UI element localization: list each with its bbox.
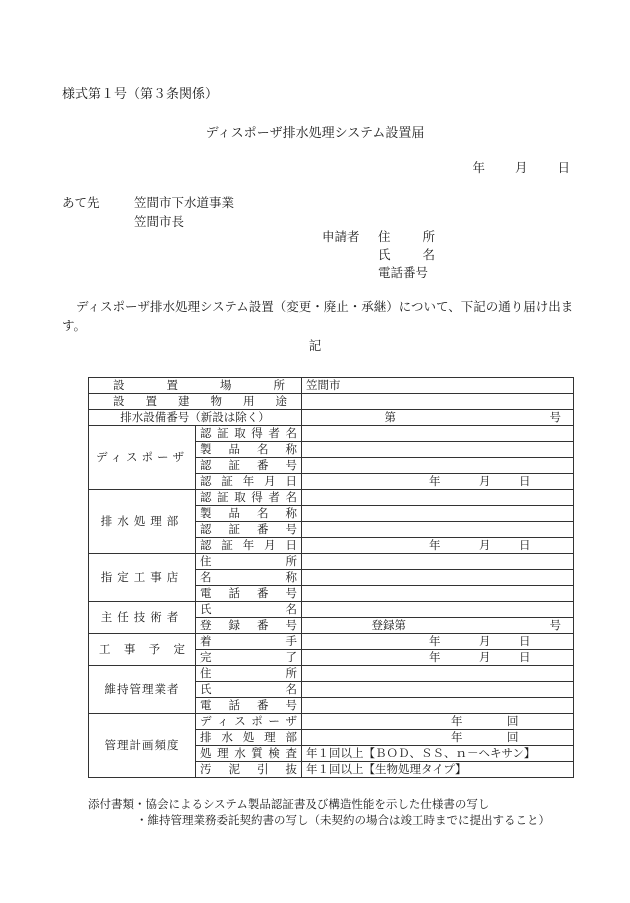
table-row [89, 394, 574, 410]
building-use-value[interactable] [302, 394, 574, 410]
date-day: 日 [557, 160, 570, 175]
treatment-cert-date-value[interactable]: 年 月 日 [302, 538, 574, 554]
applicant-address-b: 所 [422, 229, 435, 244]
applicant-name-b: 名 [422, 247, 435, 262]
plan-disposer-label: デ ィ ス ポ ー ザ [196, 714, 302, 730]
table-row [89, 634, 574, 650]
maintainer-phone-value[interactable] [302, 698, 574, 714]
disposer-cert-date-value[interactable]: 年 月 日 [302, 474, 574, 490]
treatment-cert-holder-value[interactable] [302, 490, 574, 506]
start-label: 着 手 [196, 634, 302, 650]
cert-number-label: 認 証 番 号 [196, 458, 302, 474]
plan-group-label: 管理計画頻度 [89, 714, 196, 778]
plan-sludge-label: 汚 泥 引 抜 [196, 762, 302, 778]
start-date-value[interactable]: 年 月 日 [302, 634, 574, 650]
engineer-name-value[interactable] [302, 602, 574, 618]
applicant-address-a: 住 [378, 229, 391, 244]
table-row [89, 378, 574, 394]
disposer-cert-number-value[interactable] [302, 458, 574, 474]
table-row [89, 490, 574, 506]
date-month: 月 [514, 160, 528, 175]
cert-number-label: 認 証 番 号 [196, 522, 302, 538]
treatment-product-name-value[interactable] [302, 506, 574, 522]
drain-number-dai: 第 [384, 410, 396, 424]
plan-treatment-value[interactable]: 年 回 [302, 730, 574, 746]
person-name-label: 氏 名 [196, 682, 302, 698]
cert-date-label: 認 証 年 月 日 [196, 474, 302, 490]
notification-table [88, 377, 574, 778]
table-row [89, 714, 574, 730]
attachments-line-2: ・維持管理業務委託契約書の写し（未契約の場合は竣工時までに提出すること） [136, 813, 550, 827]
finish-label: 完 了 [196, 650, 302, 666]
cert-holder-label: 認 証 取 得 者 名 [196, 490, 302, 506]
contractor-group-label: 指定工事店 [89, 554, 196, 602]
table-row [89, 426, 574, 442]
plan-quality-value: 年１回以上【ＢＯＤ、ＳＳ、ｎ－ヘキサン】 [302, 746, 574, 762]
drain-number-label: 排水設備番号（新設は除く） [89, 410, 302, 426]
location-label-text: 設 置 場 所 [113, 378, 285, 392]
disposer-product-name-value[interactable] [302, 442, 574, 458]
cert-holder-label: 認 証 取 得 者 名 [196, 426, 302, 442]
engineer-group-label: 主任技術者 [89, 602, 196, 634]
maintainer-address-value[interactable] [302, 666, 574, 682]
form-number: 様式第１号（第３条関係） [62, 87, 219, 102]
plan-quality-label: 処 理 水 質 検 査 [196, 746, 302, 762]
building-use-label [89, 394, 302, 410]
person-name-label: 氏 名 [196, 602, 302, 618]
table-row [89, 602, 574, 618]
applicant-name-label [378, 245, 435, 263]
applicant-phone-label: 電話番号 [378, 265, 429, 280]
applicant-label: 申請者 [322, 229, 360, 244]
intro-paragraph: ディスポーザ排水処理システム設置（変更・廃止・承継）について、下記の通り届け出ます。 [62, 299, 574, 333]
phone-label: 電 話 番 号 [196, 586, 302, 602]
drain-number-go: 号 [549, 410, 561, 424]
finish-date-value[interactable]: 年 月 日 [302, 650, 574, 666]
plan-disposer-value[interactable]: 年 回 [302, 714, 574, 730]
disposer-group-label: ディスポーザ [89, 426, 196, 490]
schedule-group-label: 工 事 予 定 [89, 634, 196, 666]
disposer-cert-holder-value[interactable] [302, 426, 574, 442]
company-name-label: 名 称 [196, 570, 302, 586]
product-name-label: 製 品 名 称 [196, 442, 302, 458]
product-name-label: 製 品 名 称 [196, 506, 302, 522]
cert-date-label: 認 証 年 月 日 [196, 538, 302, 554]
treatment-group-label: 排水処理部 [89, 490, 196, 554]
drain-number-value[interactable] [302, 410, 574, 426]
applicant-address-label [378, 227, 435, 245]
document-title: ディスポーザ排水処理システム設置届 [205, 126, 425, 141]
engineer-reg-number-value[interactable]: 登録第 号 [302, 618, 574, 634]
table-row [89, 666, 574, 682]
contractor-phone-value[interactable] [302, 586, 574, 602]
attachments-line-1: 添付書類・協会によるシステム製品認証書及び構造性能を示した仕様書の写し [88, 797, 490, 811]
date-line [472, 158, 570, 176]
addressee-label: あて先 [62, 195, 100, 210]
table-row [89, 410, 574, 426]
building-use-label-text: 設 置 建 物 用 途 [113, 394, 287, 408]
addressee-line-1: 笠間市下水道事業 [134, 195, 235, 210]
maintainer-group-label: 維持管理業者 [89, 666, 196, 714]
ki-heading: 記 [308, 338, 322, 353]
contractor-address-value[interactable] [302, 554, 574, 570]
location-value[interactable]: 笠間市 [302, 378, 574, 394]
reg-number-label: 登 録 番 号 [196, 618, 302, 634]
maintainer-name-value[interactable] [302, 682, 574, 698]
treatment-cert-number-value[interactable] [302, 522, 574, 538]
address-label: 住 所 [196, 554, 302, 570]
applicant-name-a: 氏 [378, 247, 391, 262]
plan-sludge-value: 年１回以上【生物処理タイプ】 [302, 762, 574, 778]
location-label [89, 378, 302, 394]
date-year: 年 [472, 160, 485, 175]
plan-treatment-label: 排 水 処 理 部 [196, 730, 302, 746]
contractor-name-value[interactable] [302, 570, 574, 586]
phone-label: 電 話 番 号 [196, 698, 302, 714]
address-label: 住 所 [196, 666, 302, 682]
table-row [89, 554, 574, 570]
addressee-line-2: 笠間市長 [134, 214, 185, 229]
